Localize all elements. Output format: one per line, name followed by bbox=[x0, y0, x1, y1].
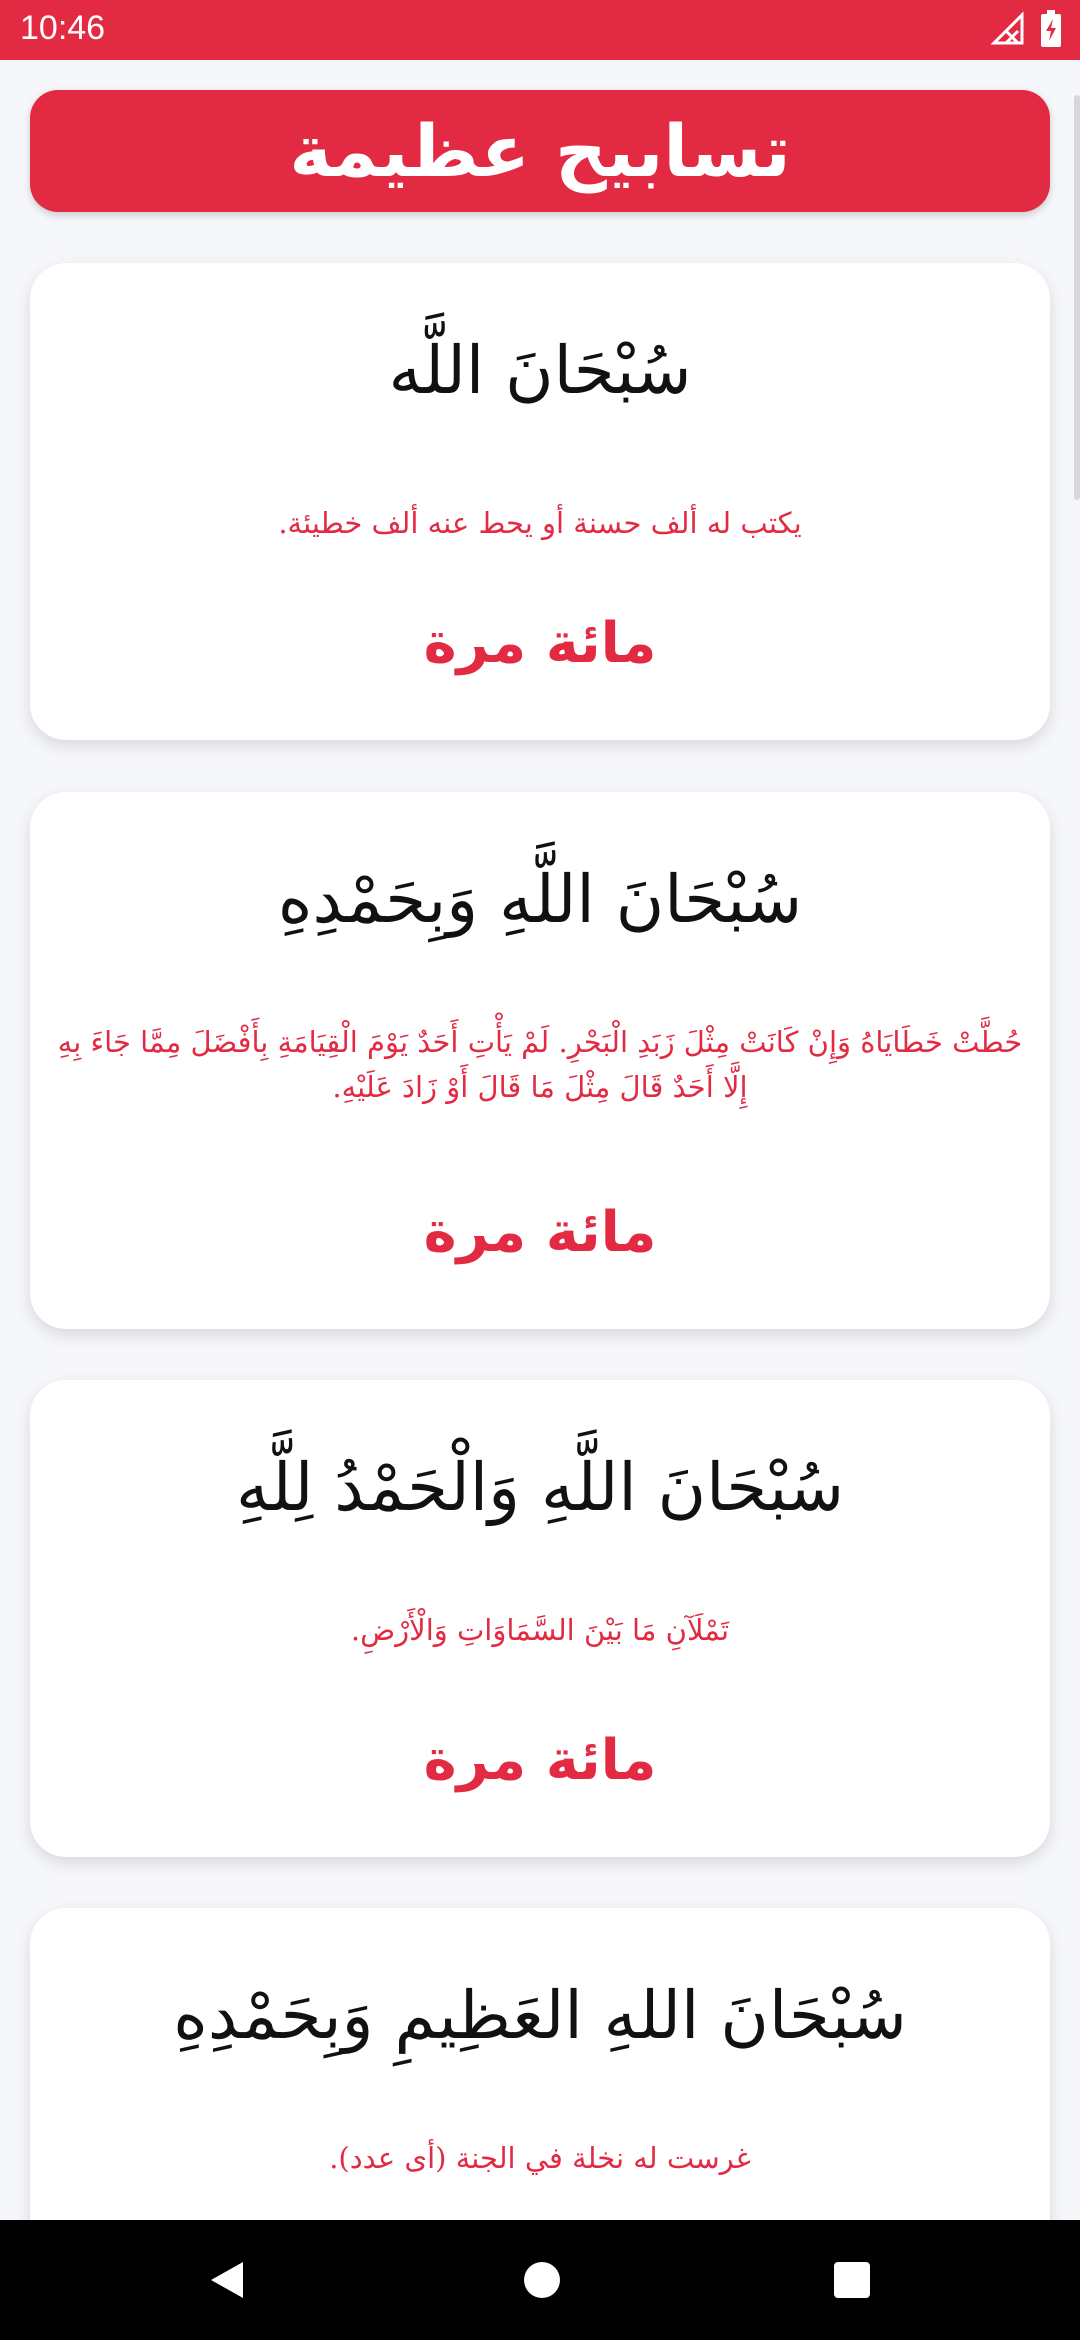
dhikr-text: سُبْحَانَ اللَّه bbox=[388, 332, 692, 409]
dhikr-text: سُبْحَانَ اللَّهِ وَالْحَمْدُ لِلَّهِ bbox=[235, 1449, 845, 1526]
scrollbar[interactable] bbox=[1074, 95, 1080, 500]
count-label: مائة مرة bbox=[423, 1200, 657, 1265]
count-label: مائة مرة bbox=[423, 611, 657, 676]
reward-text: يكتب له ألف حسنة أو يحط عنه ألف خطيئة. bbox=[278, 506, 802, 540]
status-bar bbox=[0, 0, 1080, 60]
header-banner bbox=[30, 90, 1050, 212]
navigation-bar bbox=[0, 2220, 1080, 2340]
dhikr-card[interactable] bbox=[30, 792, 1050, 1329]
dhikr-text: سُبْحَانَ اللهِ العَظِيمِ وَبِحَمْدِهِ bbox=[173, 1977, 907, 2054]
page-title: تسابيح عظيمة bbox=[289, 109, 791, 193]
status-time: 10:46 bbox=[20, 9, 106, 47]
reward-text: حُطَّتْ خَطَايَاهُ وَإِنْ كَانَتْ مِثْلَ زَبَدِ الْبَحْرِ. لَمْ يَأْتِ أَحَدٌ يَوْمَ الْقِيَامَةِ بِأَفْضَلَ مِمَّا جَاءَ بِهِ إِلَّا أَحَدٌ قَالَ مِثْلَ مَا قَالَ أَوْ زَادَ عَلَيْهِ. bbox=[57, 1025, 1023, 1104]
status-icons bbox=[990, 10, 1062, 48]
signal-off-icon bbox=[990, 11, 1026, 47]
recents-icon[interactable] bbox=[832, 2258, 872, 2302]
battery-charging-icon bbox=[1040, 10, 1062, 48]
dhikr-card[interactable] bbox=[30, 263, 1050, 740]
count-label: مائة مرة bbox=[423, 1728, 657, 1793]
reward-text: تَمْلَآنِ مَا بَيْنَ السَّمَاوَاتِ وَالْأَرْضِ. bbox=[350, 1613, 730, 1647]
back-icon[interactable] bbox=[205, 2258, 249, 2302]
dhikr-text: سُبْحَانَ اللَّهِ وَبِحَمْدِهِ bbox=[277, 861, 803, 938]
reward-text: غرست له نخلة في الجنة (أى عدد). bbox=[329, 2141, 751, 2175]
home-icon[interactable] bbox=[522, 2258, 562, 2302]
dhikr-card[interactable] bbox=[30, 1380, 1050, 1857]
